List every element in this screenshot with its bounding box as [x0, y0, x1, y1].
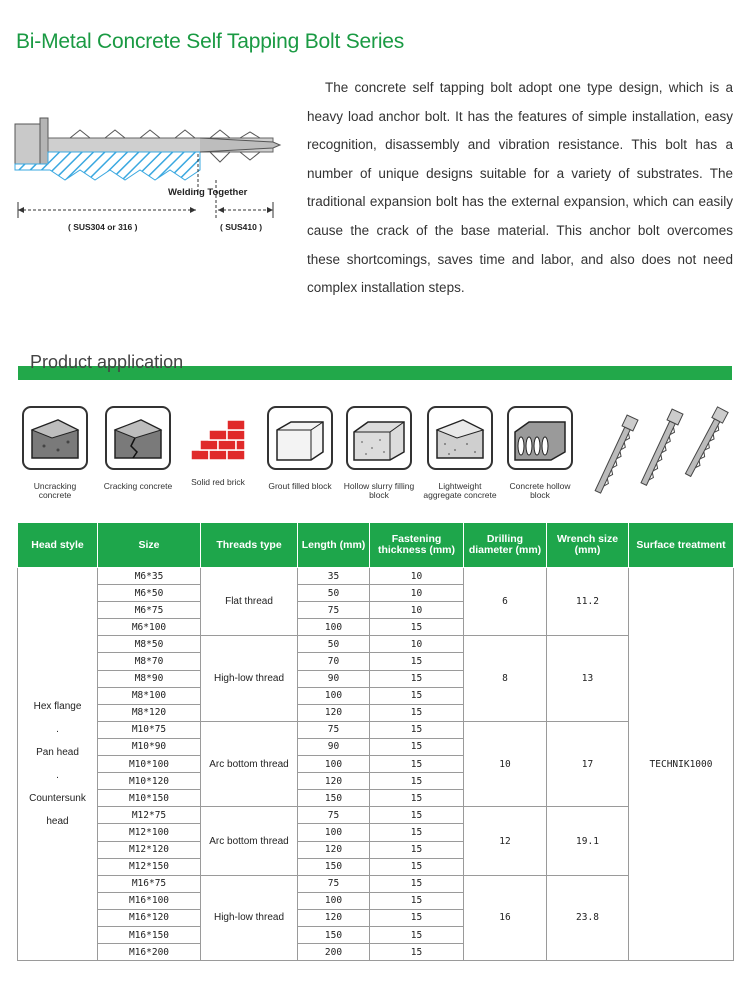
intro-paragraph: The concrete self tapping bolt adopt one type design, which is a heavy load anchor bolt. It has the features of simple installation, easy recognition, disassembly and vibration resistance. This bolt has a number of unique designs suitable for a variety of substrates. The traditional expansion bolt has the external expansion, which can easily cause the crack of the base material. This anchor bolt overcomes these shortcomings, saves time and labor, and also does not need complex installation steps.: [307, 80, 733, 296]
fastening-thickness-cell: 15: [370, 944, 464, 961]
head-style-item: .: [56, 770, 59, 782]
length-cell: 90: [298, 738, 370, 755]
application-grout-filled-block: [263, 406, 337, 491]
page-title: Bi-Metal Concrete Self Tapping Bolt Series: [16, 30, 405, 53]
thread-type-cell: Arc bottom thread: [201, 721, 298, 806]
head-style-item: Pan head: [36, 747, 79, 759]
fastening-thickness-cell: 15: [370, 687, 464, 704]
fastening-thickness-cell: 15: [370, 926, 464, 943]
size-cell: M6*75: [98, 602, 201, 619]
size-cell: M10*120: [98, 773, 201, 790]
grout-block-icon: [267, 406, 333, 470]
drilling-diameter-cell: 12: [464, 807, 547, 875]
head-style-item: .: [56, 724, 59, 736]
application-label: Cracking concrete: [103, 481, 173, 491]
length-cell: 75: [298, 807, 370, 824]
sus410-label: ( SUS410 ): [220, 222, 263, 232]
fastening-thickness-cell: 15: [370, 721, 464, 738]
size-cell: M16*200: [98, 944, 201, 961]
bolts-illustration: [590, 405, 740, 495]
drilling-diameter-cell: 6: [464, 568, 547, 636]
table-row: [18, 875, 734, 892]
size-cell: M16*100: [98, 892, 201, 909]
fastening-thickness-cell: 15: [370, 824, 464, 841]
length-cell: 90: [298, 670, 370, 687]
fastening-thickness-cell: 15: [370, 892, 464, 909]
bolt-diagram: [10, 110, 290, 240]
head-style-cell: [18, 568, 98, 961]
size-cell: M10*150: [98, 790, 201, 807]
fastening-thickness-cell: 15: [370, 790, 464, 807]
drilling-diameter-cell: 8: [464, 636, 547, 721]
length-cell: 100: [298, 824, 370, 841]
spec-table: [17, 522, 734, 961]
fastening-thickness-cell: 15: [370, 738, 464, 755]
size-cell: M8*90: [98, 670, 201, 687]
table-row: [18, 636, 734, 653]
cracking-concrete-icon: [105, 406, 171, 470]
fastening-thickness-cell: 10: [370, 636, 464, 653]
fastening-thickness-cell: 15: [370, 841, 464, 858]
header-wrench-size: Wrench size (mm): [547, 523, 629, 568]
slurry-block-icon: [346, 406, 412, 470]
length-cell: 120: [298, 704, 370, 721]
table-row: [18, 721, 734, 738]
lightweight-concrete-icon: [427, 406, 493, 470]
size-cell: M6*50: [98, 585, 201, 602]
table-row: [18, 568, 734, 585]
fastening-thickness-cell: 15: [370, 670, 464, 687]
uncracking-concrete-icon: [22, 406, 88, 470]
application-concrete-hollow-block: [503, 406, 577, 500]
length-cell: 35: [298, 568, 370, 585]
thread-type-cell: Flat thread: [201, 568, 298, 636]
size-cell: M8*100: [98, 687, 201, 704]
surface-treatment-cell: TECHNIK1000: [629, 568, 734, 961]
size-cell: M16*150: [98, 926, 201, 943]
fastening-thickness-cell: 10: [370, 568, 464, 585]
length-cell: 100: [298, 687, 370, 704]
length-cell: 150: [298, 790, 370, 807]
application-cracking-concrete: [101, 406, 175, 491]
size-cell: M12*75: [98, 807, 201, 824]
size-cell: M10*100: [98, 756, 201, 773]
application-label: Solid red brick: [191, 477, 245, 487]
application-label: Lightweight aggregate concrete: [423, 481, 497, 500]
size-cell: M10*75: [98, 721, 201, 738]
length-cell: 120: [298, 773, 370, 790]
table-row: [18, 807, 734, 824]
drilling-diameter-cell: 16: [464, 875, 547, 960]
fastening-thickness-cell: 15: [370, 619, 464, 636]
section-title: Product application: [30, 352, 184, 372]
length-cell: 75: [298, 875, 370, 892]
application-label: Uncracking concrete: [33, 481, 77, 500]
size-cell: M16*75: [98, 875, 201, 892]
red-brick-icon: [187, 406, 249, 466]
length-cell: 150: [298, 926, 370, 943]
size-cell: M12*120: [98, 841, 201, 858]
thread-type-cell: Arc bottom thread: [201, 807, 298, 875]
size-cell: M8*120: [98, 704, 201, 721]
fastening-thickness-cell: 15: [370, 653, 464, 670]
fastening-thickness-cell: 15: [370, 807, 464, 824]
header-fastening-thickness: Fastening thickness (mm): [370, 523, 464, 568]
application-label: Grout filled block: [268, 481, 332, 491]
head-style-item: Countersunk head: [29, 793, 86, 828]
application-label: Concrete hollow block: [509, 481, 571, 500]
application-hollow-slurry-block: [342, 406, 416, 500]
wrench-size-cell: 17: [547, 721, 629, 806]
size-cell: M8*70: [98, 653, 201, 670]
wrench-size-cell: 13: [547, 636, 629, 721]
thread-type-cell: High-low thread: [201, 636, 298, 721]
hollow-block-icon: [507, 406, 573, 470]
size-cell: M16*120: [98, 909, 201, 926]
application-uncracking-concrete: [18, 406, 92, 500]
header-head-style: Head style: [18, 523, 98, 568]
sus304-label: ( SUS304 or 316 ): [68, 222, 138, 232]
application-lightweight-concrete: [423, 406, 497, 500]
fastening-thickness-cell: 15: [370, 704, 464, 721]
size-cell: M12*100: [98, 824, 201, 841]
size-cell: M12*150: [98, 858, 201, 875]
fastening-thickness-cell: 10: [370, 585, 464, 602]
fastening-thickness-cell: 15: [370, 773, 464, 790]
size-cell: M6*100: [98, 619, 201, 636]
length-cell: 75: [298, 602, 370, 619]
length-cell: 200: [298, 944, 370, 961]
fastening-thickness-cell: 15: [370, 858, 464, 875]
wrench-size-cell: 19.1: [547, 807, 629, 875]
length-cell: 150: [298, 858, 370, 875]
length-cell: 75: [298, 721, 370, 738]
fastening-thickness-cell: 15: [370, 875, 464, 892]
wrench-size-cell: 11.2: [547, 568, 629, 636]
length-cell: 50: [298, 636, 370, 653]
size-cell: M8*50: [98, 636, 201, 653]
header-threads-type: Threads type: [201, 523, 298, 568]
fastening-thickness-cell: 15: [370, 909, 464, 926]
header-length: Length (mm): [298, 523, 370, 568]
application-label: Hollow slurry filling block: [343, 481, 415, 500]
length-cell: 100: [298, 756, 370, 773]
welding-label: Welding Together: [168, 187, 248, 198]
header-surface-treatment: Surface treatment: [629, 523, 734, 568]
thread-type-cell: High-low thread: [201, 875, 298, 960]
head-style-item: Hex flange: [33, 701, 82, 713]
size-cell: M6*35: [98, 568, 201, 585]
table-header-row: [18, 523, 734, 568]
size-cell: M10*90: [98, 738, 201, 755]
application-solid-red-brick: [181, 406, 255, 487]
header-size: Size: [98, 523, 201, 568]
length-cell: 70: [298, 653, 370, 670]
wrench-size-cell: 23.8: [547, 875, 629, 960]
fastening-thickness-cell: 10: [370, 602, 464, 619]
length-cell: 120: [298, 841, 370, 858]
length-cell: 120: [298, 909, 370, 926]
drilling-diameter-cell: 10: [464, 721, 547, 806]
length-cell: 100: [298, 892, 370, 909]
header-drilling-diameter: Drilling diameter (mm): [464, 523, 547, 568]
length-cell: 100: [298, 619, 370, 636]
fastening-thickness-cell: 15: [370, 756, 464, 773]
length-cell: 50: [298, 585, 370, 602]
